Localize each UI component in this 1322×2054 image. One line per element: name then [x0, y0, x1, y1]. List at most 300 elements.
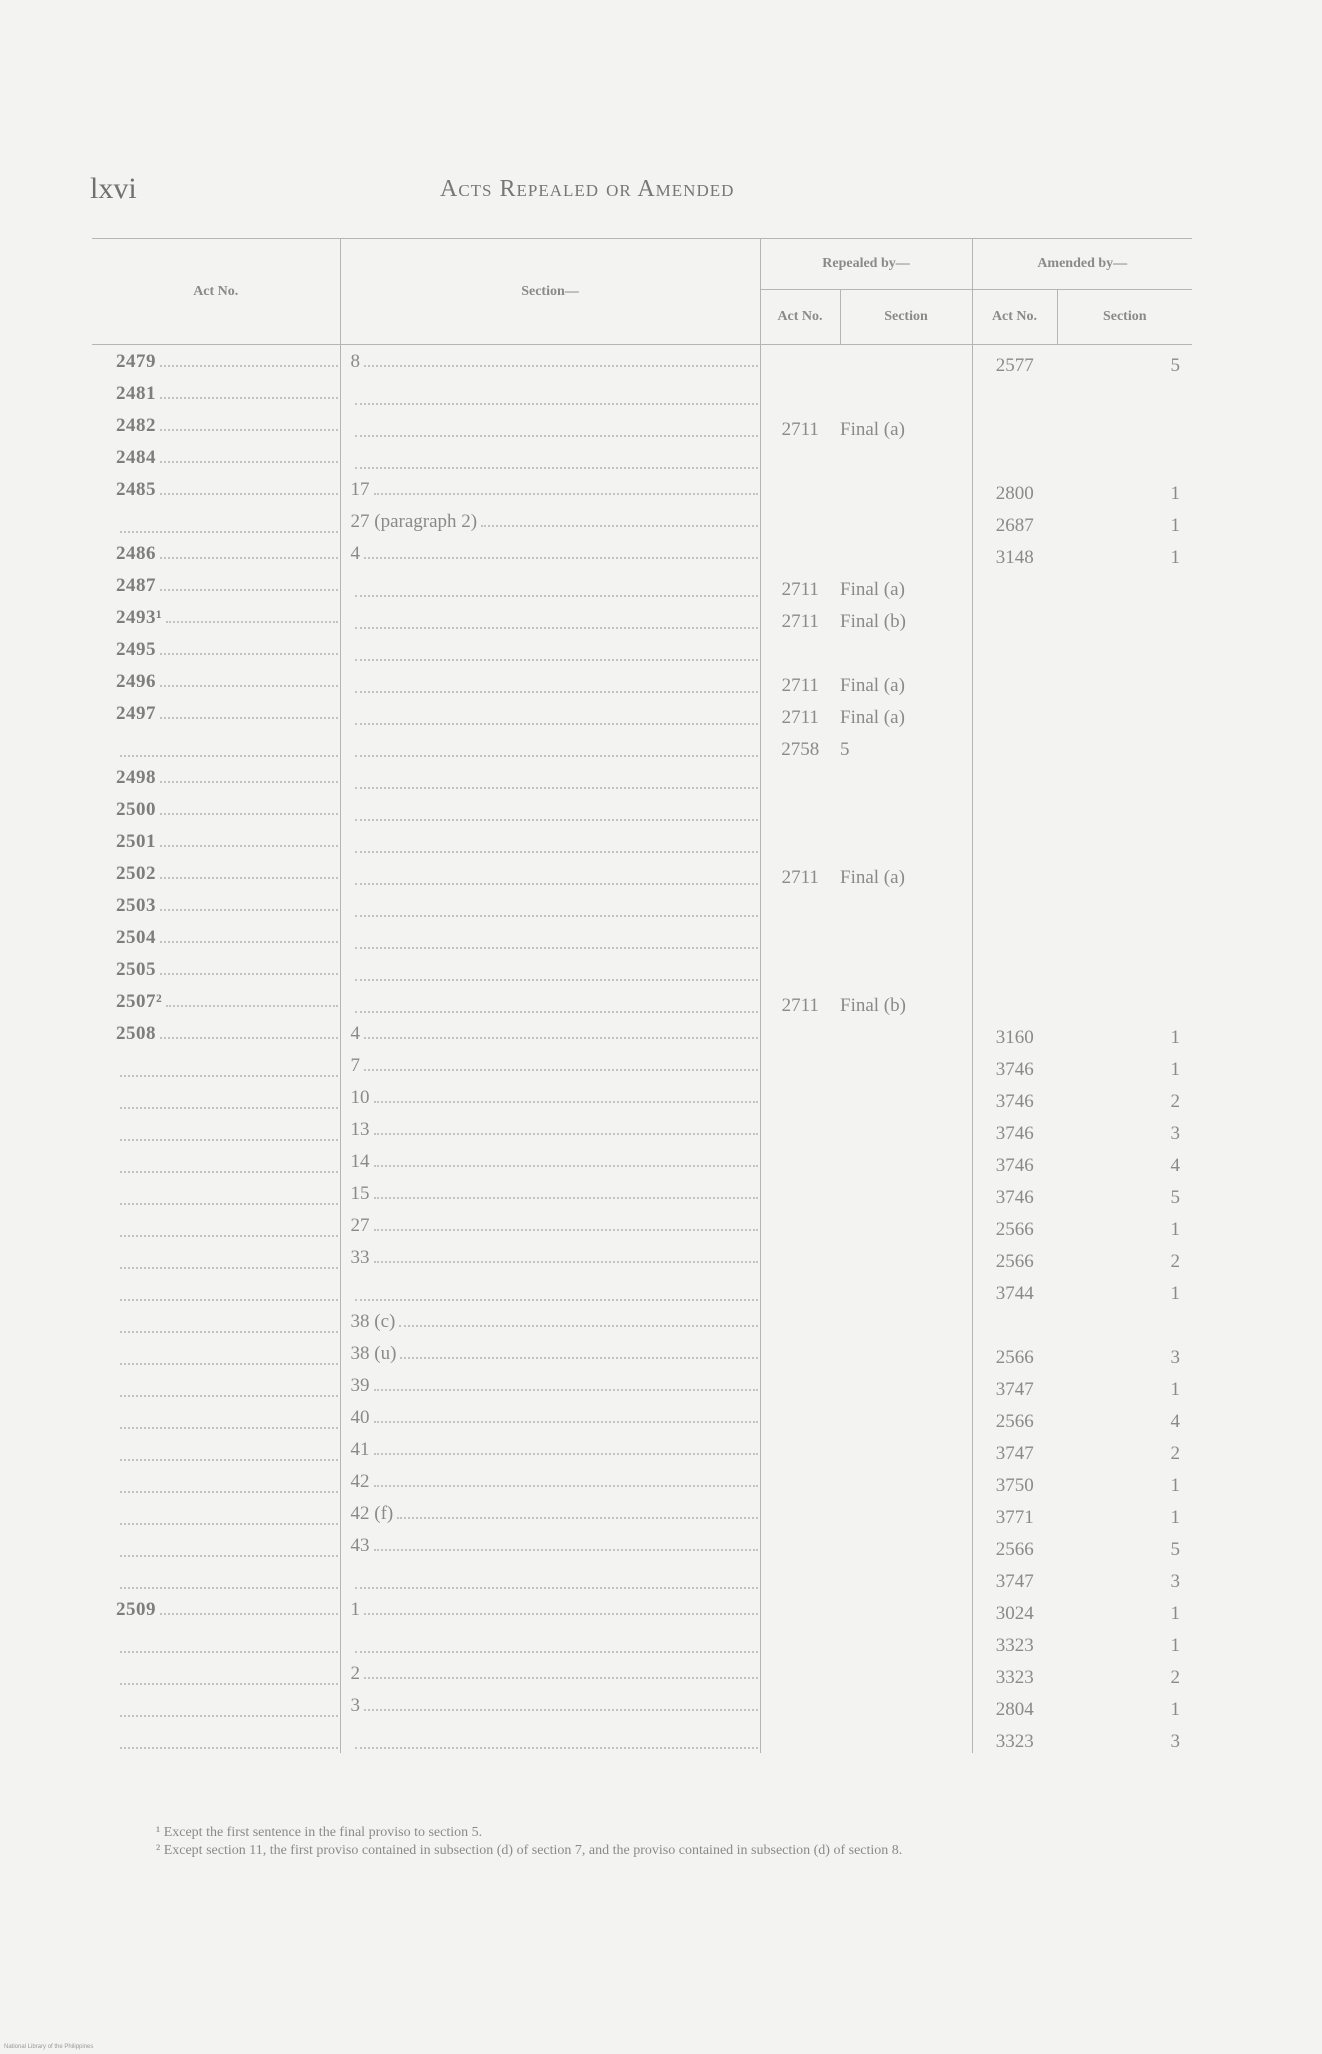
act-number-cell: [92, 889, 340, 921]
dot-leader: [355, 393, 758, 405]
repealed-act-cell: [760, 1369, 840, 1401]
repealed-section-cell: Final (a): [840, 675, 905, 696]
repealed-section-cell: Final (a): [840, 579, 905, 600]
act-number-cell-text: 2509: [116, 1599, 156, 1620]
dot-leader: [355, 713, 758, 725]
table-row: [92, 953, 1192, 985]
repealed-section-cell: [840, 825, 972, 857]
repealed-act-cell: [760, 921, 840, 953]
amended-section-cell: 3: [1170, 1571, 1180, 1592]
amended-section-cell: 4: [1170, 1155, 1180, 1176]
amended-act-cell: 3746: [972, 1177, 1057, 1209]
act-number-cell-text: 2507²: [116, 991, 163, 1012]
section-cell: [340, 1401, 760, 1433]
repealed-act-cell: 2758: [760, 729, 840, 761]
section-cell-text: 40: [350, 1407, 370, 1428]
section-cell: [340, 345, 760, 378]
repealed-act-cell: [760, 441, 840, 473]
dot-leader: [160, 643, 338, 655]
repealed-act-cell: [760, 793, 840, 825]
amended-section-cell: 5: [1170, 1187, 1180, 1208]
repealed-section-cell: [840, 921, 972, 953]
amended-act-cell: [972, 921, 1057, 953]
dot-leader: [120, 1321, 338, 1333]
act-number-cell: [92, 505, 340, 537]
repealed-act-cell: 2711: [760, 601, 840, 633]
dot-leader: [120, 1577, 338, 1589]
repealed-act-cell: [760, 1433, 840, 1465]
table-row: [92, 1689, 1192, 1721]
table-row: [92, 857, 1192, 889]
act-number-cell: [92, 953, 340, 985]
dot-leader: [166, 995, 337, 1007]
repealed-section-cell: [840, 1465, 972, 1497]
dot-leader: [355, 1577, 758, 1589]
section-cell: [340, 1113, 760, 1145]
amended-section-cell: [1057, 665, 1192, 697]
amended-act-cell: 2566: [972, 1337, 1057, 1369]
repealed-act-cell: [760, 1081, 840, 1113]
repealed-section-cell: [840, 889, 972, 921]
repealed-section-cell: Final (a): [840, 867, 905, 888]
dot-leader: [160, 387, 338, 399]
table-row: [92, 473, 1192, 505]
dot-leader: [355, 649, 758, 661]
section-cell-text: 43: [350, 1535, 370, 1556]
section-cell: [340, 1625, 760, 1657]
repealed-act-cell: [760, 1241, 840, 1273]
section-cell: [340, 1593, 760, 1625]
amended-act-cell: 2687: [972, 505, 1057, 537]
section-cell-text: 10: [350, 1087, 370, 1108]
amended-act-cell: 2800: [972, 473, 1057, 505]
dot-leader: [355, 585, 758, 597]
amended-section-cell: 1: [1170, 515, 1180, 536]
section-cell-text: 4: [350, 1023, 360, 1044]
section-cell: [340, 633, 760, 665]
act-number-cell-text: 2508: [116, 1023, 156, 1044]
repealed-act-cell: [760, 1401, 840, 1433]
act-number-cell: [92, 1465, 340, 1497]
repealed-act-cell: [760, 761, 840, 793]
dot-leader: [374, 1539, 758, 1551]
amended-act-cell: 3747: [972, 1433, 1057, 1465]
dot-leader: [364, 1059, 758, 1071]
amended-section-cell: 3: [1170, 1347, 1180, 1368]
act-number-cell: [92, 1593, 340, 1625]
act-number-cell-text: 2484: [116, 447, 156, 468]
dot-leader: [364, 1667, 758, 1679]
amended-section-cell: 3: [1170, 1731, 1180, 1752]
act-number-cell-text: 2505: [116, 959, 156, 980]
dot-leader: [364, 1603, 758, 1615]
dot-leader: [364, 547, 758, 559]
amended-act-cell: 2566: [972, 1529, 1057, 1561]
act-number-cell: [92, 985, 340, 1017]
dot-leader: [355, 873, 758, 885]
act-number-cell: [92, 601, 340, 633]
amended-section-cell: 1: [1170, 1219, 1180, 1240]
dot-leader: [374, 1219, 758, 1231]
dot-leader: [355, 425, 758, 437]
amended-act-cell: [972, 761, 1057, 793]
repealed-act-cell: 2711: [760, 857, 840, 889]
table-row: [92, 1209, 1192, 1241]
repealed-section-cell: [840, 1721, 972, 1753]
amended-act-cell: [972, 889, 1057, 921]
section-cell: [340, 505, 760, 537]
act-number-cell: [92, 793, 340, 825]
table-row: [92, 1241, 1192, 1273]
dot-leader: [374, 1187, 758, 1199]
dot-leader: [374, 483, 758, 495]
dot-leader: [120, 1289, 338, 1301]
repealed-section-cell: 5: [840, 739, 850, 760]
amended-act-cell: 2804: [972, 1689, 1057, 1721]
repealed-act-cell: [760, 1497, 840, 1529]
repealed-act-cell: [760, 1049, 840, 1081]
section-cell: [340, 1561, 760, 1593]
act-number-cell: [92, 345, 340, 378]
repealed-section-cell: [840, 1241, 972, 1273]
dot-leader: [355, 969, 758, 981]
amended-section-cell: [1057, 377, 1192, 409]
section-cell: [340, 697, 760, 729]
dot-leader: [400, 1347, 757, 1359]
dot-leader: [374, 1443, 758, 1455]
amended-section-cell: 1: [1170, 1603, 1180, 1624]
dot-leader: [120, 1449, 338, 1461]
amended-act-cell: [972, 825, 1057, 857]
repealed-section-cell: [840, 1689, 972, 1721]
repealed-act-cell: [760, 1657, 840, 1689]
table-row: [92, 761, 1192, 793]
repealed-act-cell: [760, 505, 840, 537]
dot-leader: [120, 1737, 338, 1749]
amended-section-cell: [1057, 825, 1192, 857]
repealed-section-cell: [840, 761, 972, 793]
act-number-cell: [92, 1241, 340, 1273]
amended-section-cell: 2: [1170, 1667, 1180, 1688]
section-cell: [340, 1081, 760, 1113]
section-cell: [340, 1177, 760, 1209]
act-number-cell-text: 2496: [116, 671, 156, 692]
table-row: [92, 1433, 1192, 1465]
dot-leader: [374, 1091, 758, 1103]
dot-leader: [120, 1481, 338, 1493]
repealed-section-cell: Final (a): [840, 419, 905, 440]
amended-section-cell: [1057, 857, 1192, 889]
repealed-section-cell: [840, 1625, 972, 1657]
table-row: [92, 537, 1192, 569]
repealed-section-cell: [840, 1593, 972, 1625]
act-number-cell-text: 2481: [116, 383, 156, 404]
amended-section-cell: 2: [1170, 1443, 1180, 1464]
act-number-cell: [92, 633, 340, 665]
table-row: [92, 793, 1192, 825]
act-number-cell-text: 2495: [116, 639, 156, 660]
dot-leader: [374, 1123, 758, 1135]
act-number-cell: [92, 409, 340, 441]
act-number-cell-text: 2502: [116, 863, 156, 884]
amended-act-cell: 3148: [972, 537, 1057, 569]
acts-table: [92, 238, 1192, 1753]
section-cell-text: 4: [350, 543, 360, 564]
section-cell: [340, 1209, 760, 1241]
amended-act-cell: 3323: [972, 1657, 1057, 1689]
section-cell-text: 15: [350, 1183, 370, 1204]
section-cell: [340, 1337, 760, 1369]
section-cell: [340, 889, 760, 921]
dot-leader: [160, 419, 338, 431]
dot-leader: [355, 777, 758, 789]
dot-leader: [355, 1641, 758, 1653]
repealed-act-cell: [760, 1593, 840, 1625]
act-number-cell: [92, 1017, 340, 1049]
section-cell: [340, 825, 760, 857]
act-number-cell: [92, 1113, 340, 1145]
page-number: lxvi: [90, 172, 137, 205]
act-number-cell: [92, 1433, 340, 1465]
repealed-act-cell: [760, 1721, 840, 1753]
amended-section-cell: 1: [1170, 1699, 1180, 1720]
amended-section-cell: 1: [1170, 483, 1180, 504]
dot-leader: [120, 1353, 338, 1365]
dot-leader: [355, 681, 758, 693]
amended-section-cell: [1057, 441, 1192, 473]
amended-act-cell: [972, 697, 1057, 729]
act-number-cell: [92, 1081, 340, 1113]
section-cell: [340, 761, 760, 793]
act-number-cell-text: 2503: [116, 895, 156, 916]
section-cell: [340, 857, 760, 889]
act-number-cell: [92, 665, 340, 697]
section-cell: [340, 601, 760, 633]
act-number-cell: [92, 1177, 340, 1209]
act-number-cell: [92, 1049, 340, 1081]
section-cell: [340, 569, 760, 601]
dot-leader: [355, 841, 758, 853]
table-row: [92, 1337, 1192, 1369]
section-cell: [340, 1273, 760, 1305]
repealed-act-cell: [760, 953, 840, 985]
repealed-act-cell: [760, 1689, 840, 1721]
amended-act-cell: [972, 953, 1057, 985]
amended-act-cell: [972, 729, 1057, 761]
act-number-cell-text: 2493¹: [116, 607, 163, 628]
dot-leader: [160, 771, 338, 783]
amended-section-cell: [1057, 633, 1192, 665]
amended-act-cell: [972, 793, 1057, 825]
dot-leader: [120, 1257, 338, 1269]
repealed-section-cell: [840, 537, 972, 569]
dot-leader: [399, 1315, 757, 1327]
repealed-section-cell: Final (a): [840, 707, 905, 728]
repealed-act-cell: 2711: [760, 569, 840, 601]
repealed-section-cell: [840, 1017, 972, 1049]
repealed-act-cell: [760, 889, 840, 921]
amended-act-cell: 3750: [972, 1465, 1057, 1497]
dot-leader: [374, 1155, 758, 1167]
amended-section-cell: 5: [1170, 1539, 1180, 1560]
section-cell-text: 1: [350, 1599, 360, 1620]
section-cell: [340, 1497, 760, 1529]
table-row: [92, 665, 1192, 697]
section-cell-text: 13: [350, 1119, 370, 1140]
dot-leader: [120, 1161, 338, 1173]
table-row: [92, 1081, 1192, 1113]
dot-leader: [166, 611, 337, 623]
dot-leader: [120, 1513, 338, 1525]
dot-leader: [120, 1385, 338, 1397]
header-section: Section—: [340, 239, 760, 345]
table-row: [92, 1625, 1192, 1657]
repealed-act-cell: [760, 1529, 840, 1561]
amended-act-cell: [972, 985, 1057, 1017]
amended-section-cell: [1057, 569, 1192, 601]
repealed-act-cell: [760, 1561, 840, 1593]
amended-act-cell: 3747: [972, 1369, 1057, 1401]
dot-leader: [120, 1097, 338, 1109]
amended-section-cell: 1: [1170, 1635, 1180, 1656]
amended-act-cell: 3746: [972, 1113, 1057, 1145]
repealed-section-cell: [840, 1177, 972, 1209]
table-row: [92, 985, 1192, 1017]
act-number-cell: [92, 761, 340, 793]
repealed-act-cell: [760, 1465, 840, 1497]
table-row: [92, 825, 1192, 857]
dot-leader: [374, 1379, 758, 1391]
amended-act-cell: 2566: [972, 1241, 1057, 1273]
dot-leader: [355, 809, 758, 821]
table-row: [92, 1369, 1192, 1401]
act-number-cell: [92, 473, 340, 505]
amended-act-cell: [972, 569, 1057, 601]
table-row: [92, 1465, 1192, 1497]
section-cell: [340, 953, 760, 985]
act-number-cell: [92, 1625, 340, 1657]
repealed-section-cell: Final (b): [840, 611, 906, 632]
dot-leader: [374, 1411, 758, 1423]
section-cell-text: 3: [350, 1695, 360, 1716]
amended-act-cell: 2566: [972, 1209, 1057, 1241]
repealed-act-cell: [760, 825, 840, 857]
table-row: [92, 1593, 1192, 1625]
dot-leader: [120, 1417, 338, 1429]
act-number-cell: [92, 1369, 340, 1401]
section-cell: [340, 1529, 760, 1561]
amended-section-cell: 4: [1170, 1411, 1180, 1432]
repealed-section-cell: [840, 1049, 972, 1081]
act-number-cell-text: 2486: [116, 543, 156, 564]
repealed-section-cell: [840, 633, 972, 665]
amended-act-cell: 3744: [972, 1273, 1057, 1305]
section-cell: [340, 985, 760, 1017]
table-row: [92, 1529, 1192, 1561]
amended-act-cell: 3160: [972, 1017, 1057, 1049]
section-cell-text: 27: [350, 1215, 370, 1236]
section-cell-text: 17: [350, 479, 370, 500]
repealed-act-cell: [760, 1017, 840, 1049]
table-row: [92, 1113, 1192, 1145]
section-cell-text: 41: [350, 1439, 370, 1460]
dot-leader: [374, 1251, 758, 1263]
section-cell: [340, 1305, 760, 1337]
header-repealed-by: Repealed by—: [760, 239, 972, 290]
dot-leader: [120, 1673, 338, 1685]
dot-leader: [374, 1475, 758, 1487]
act-number-cell-text: 2479: [116, 351, 156, 372]
section-cell-text: 33: [350, 1247, 370, 1268]
repealed-section-cell: [840, 953, 972, 985]
section-cell: [340, 409, 760, 441]
dot-leader: [355, 1001, 758, 1013]
dot-leader: [160, 803, 338, 815]
header-repealed-act-no: Act No.: [760, 290, 840, 345]
repealed-section-cell: [840, 1273, 972, 1305]
repealed-section-cell: [840, 345, 972, 378]
dot-leader: [397, 1507, 757, 1519]
table-row: [92, 441, 1192, 473]
repealed-act-cell: 2711: [760, 697, 840, 729]
section-cell: [340, 729, 760, 761]
dot-leader: [160, 835, 338, 847]
section-cell-text: 27 (paragraph 2): [350, 511, 478, 532]
repealed-act-cell: [760, 1305, 840, 1337]
amended-act-cell: [972, 665, 1057, 697]
amended-section-cell: 1: [1170, 1507, 1180, 1528]
amended-section-cell: [1057, 1305, 1192, 1337]
table-row: [92, 1177, 1192, 1209]
dot-leader: [120, 1705, 338, 1717]
header-amended-act-no: Act No.: [972, 290, 1057, 345]
amended-section-cell: [1057, 761, 1192, 793]
amended-section-cell: [1057, 697, 1192, 729]
section-cell: [340, 665, 760, 697]
header-act-no: Act No.: [92, 239, 340, 345]
dot-leader: [160, 707, 338, 719]
act-number-cell: [92, 729, 340, 761]
amended-section-cell: [1057, 793, 1192, 825]
table-row: [92, 1145, 1192, 1177]
dot-leader: [160, 899, 338, 911]
dot-leader: [160, 675, 338, 687]
amended-act-cell: [972, 601, 1057, 633]
dot-leader: [355, 1289, 758, 1301]
dot-leader: [160, 1027, 338, 1039]
dot-leader: [160, 483, 338, 495]
act-number-cell-text: 2501: [116, 831, 156, 852]
section-cell-text: 39: [350, 1375, 370, 1396]
act-number-cell: [92, 1273, 340, 1305]
act-number-cell: [92, 569, 340, 601]
amended-act-cell: [972, 441, 1057, 473]
dot-leader: [364, 355, 758, 367]
dot-leader: [160, 451, 338, 463]
repealed-section-cell: [840, 1401, 972, 1433]
repealed-section-cell: [840, 1657, 972, 1689]
table-row: [92, 1049, 1192, 1081]
repealed-act-cell: [760, 1273, 840, 1305]
section-cell: [340, 441, 760, 473]
header-amended-section: Section: [1057, 290, 1192, 345]
repealed-act-cell: [760, 1177, 840, 1209]
table-row: [92, 1305, 1192, 1337]
table-row: [92, 729, 1192, 761]
repealed-section-cell: [840, 1369, 972, 1401]
dot-leader: [160, 547, 338, 559]
amended-act-cell: 2566: [972, 1401, 1057, 1433]
